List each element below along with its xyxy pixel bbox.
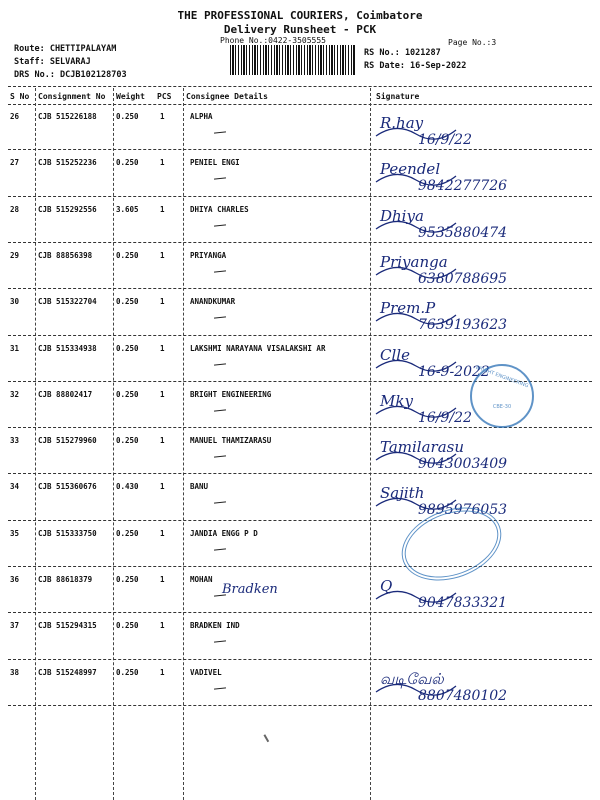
runsheet-title: Delivery Runsheet - PCK [223,23,377,36]
row-sno: 30 [10,297,20,307]
row-sno: 38 [10,667,20,677]
row-sno: 26 [10,112,20,121]
staff-label: Staff: SELVARAJ [14,57,91,67]
row-weight: 0.250 [116,112,139,121]
row-consignment: CJB 515333750 [38,528,97,538]
row-signature [368,106,592,150]
signature-scribble: Dhiya [380,206,424,225]
row-consignment: CJB 515252236 [38,158,97,168]
row-signature [368,569,592,613]
signature-scribble: Clle [380,345,410,364]
row-sno: 27 [10,158,20,168]
col-signature: Signature [376,92,420,101]
signature-phone: 9043003409 [418,456,508,473]
company-title: THE PROFESSIONAL COURIERS, Coimbatore [177,9,423,22]
barcode-icon [230,45,355,75]
row-weight: 0.250 [116,343,139,353]
row-sno: 28 [10,204,20,214]
row-consignee: PRIYANGA [190,250,227,260]
row-pcs: 1 [160,528,165,538]
signature-phone: 9047833321 [418,595,508,611]
tick-mark [214,317,226,319]
row-weight: 0.250 [116,528,139,538]
route-label: Route: CHETTIPALAYAM [14,44,117,54]
row-weight: 0.250 [116,621,139,631]
row-pcs: 1 [160,621,165,631]
signature-phone: 9895976053 [418,502,508,519]
row-consignee: DHIYA CHARLES [190,204,249,214]
row-weight: 0.250 [116,389,139,399]
col-weight: Weight [116,92,145,101]
row-consignee: ALPHA [190,112,213,121]
row-consignee: PENIEL ENGI [190,158,240,168]
row-pcs: 1 [160,436,165,446]
tick-mark [214,178,226,180]
row-consignment: CJB 515248997 [38,667,97,677]
signature-scribble: Peendel [380,160,441,179]
row-consignee: LAKSHMI NARAYANA VISALAKSHI AR [190,343,326,353]
row-weight: 3.605 [116,204,139,214]
col-sno: S No [10,92,30,101]
row-weight: 0.250 [116,436,139,446]
row-pcs: 1 [160,575,165,584]
signature-scribble: வடிவேல் [380,669,444,688]
row-sno: 32 [10,389,20,399]
row-consignment: CJB 515279960 [38,436,97,446]
tick-mark [214,502,226,504]
signature-scribble: Tamilarasu [380,438,465,457]
row-weight: 0.430 [116,482,139,492]
signature-scribble: Sajith [380,484,425,503]
stamp-place: CBE-30 [492,404,512,410]
row-consignment: CJB 515322704 [38,297,97,307]
tick-mark [214,270,226,272]
col-consignment: Consignment No [38,92,106,101]
signature-phone: 8807480102 [418,687,508,704]
row-consignee: VADIVEL [190,667,222,677]
signature-phone: 6380788695 [418,270,508,287]
row-consignee: JANDIA ENGG P D [190,528,258,538]
row-weight: 0.250 [116,250,139,260]
signature-phone: 9842277726 [418,178,508,195]
row-pcs: 1 [160,343,165,353]
row-consignee: MANUEL THAMIZARASU [190,436,272,446]
drs-number: DRS No.: DCJB102128703 [14,70,127,80]
row-weight: 0.250 [116,297,139,307]
row-consignment: CJB 515294315 [38,621,97,631]
signature-scribble: Prem.P [380,299,436,318]
stamp-text: BRIGHT ENGINEERING [474,364,530,390]
signature-phone: 16-9-2022 [418,363,490,380]
row-sno: 34 [10,482,20,492]
row-sno: 37 [10,621,20,631]
row-signature [368,662,592,706]
tick-mark [214,409,226,411]
signature-phone: 7639193623 [418,317,508,334]
row-sno: 35 [10,528,20,538]
tick-mark [214,455,226,457]
signature-phone: 9535880474 [418,224,508,241]
row-sno: 31 [10,343,20,353]
row-pcs: 1 [160,112,165,121]
row-signature [368,245,592,289]
tick-mark [214,641,226,643]
row-pcs: 1 [160,482,165,492]
header-top-rule [8,86,592,87]
page-number: Page No.:3 [448,38,497,47]
scan-mark [263,732,273,742]
signature-scribble: Q [380,577,393,595]
col-consignee: Consignee Details [186,92,268,101]
row-consignment: CJB 88802417 [38,389,93,399]
row-consignee: MOHAN [190,575,213,584]
row-pcs: 1 [160,297,165,307]
row-weight: 0.250 [116,667,139,677]
row-sno: 33 [10,436,20,446]
header-bottom-rule [8,104,592,105]
row-weight: 0.250 [116,158,139,168]
signature-scribble: Priyanga [380,252,448,271]
row-weight: 0.250 [116,575,139,584]
tick-mark [214,548,226,550]
row-signature [368,615,592,659]
row-pcs: 1 [160,204,165,214]
row-consignee: ANANDKUMAR [190,297,236,307]
row-signature [368,199,592,243]
rs-date: RS Date: 16-Sep-2022 [364,61,467,71]
row-pcs: 1 [160,158,165,168]
tick-mark [214,687,226,689]
tick-mark [214,224,226,226]
tick-mark [214,363,226,365]
row-signature [368,291,592,335]
row-handwritten-note: Bradken [222,582,278,597]
row-signature [368,152,592,196]
row-consignment: CJB 515360676 [38,482,97,492]
signature-scribble: Mky [380,391,413,410]
row-consignment: CJB 515334938 [38,343,97,353]
company-stamp [470,364,534,428]
row-consignment: CJB 88856398 [38,250,93,260]
signature-phone: 16/9/22 [418,132,472,148]
signature-scribble: R.hay [380,114,424,132]
row-consignee: BANU [190,482,209,492]
rs-number: RS No.: 1021287 [364,48,441,58]
row-consignee: BRADKEN IND [190,621,240,631]
row-signature [368,430,592,474]
row-pcs: 1 [160,250,165,260]
col-pcs: PCS [157,92,172,101]
row-consignment: CJB 88618379 [38,575,93,584]
row-consignment: CJB 515292556 [38,204,97,214]
tick-mark [214,131,226,133]
signature-phone: 16/9/22 [418,409,472,426]
row-consignment: CJB 515226188 [38,112,97,121]
row-pcs: 1 [160,389,165,399]
row-sno: 29 [10,250,20,260]
row-consignee: BRIGHT ENGINEERING [190,389,272,399]
phone-number: Phone No.:0422-3505555 [220,36,326,45]
row-sno: 36 [10,575,20,584]
row-pcs: 1 [160,667,165,677]
